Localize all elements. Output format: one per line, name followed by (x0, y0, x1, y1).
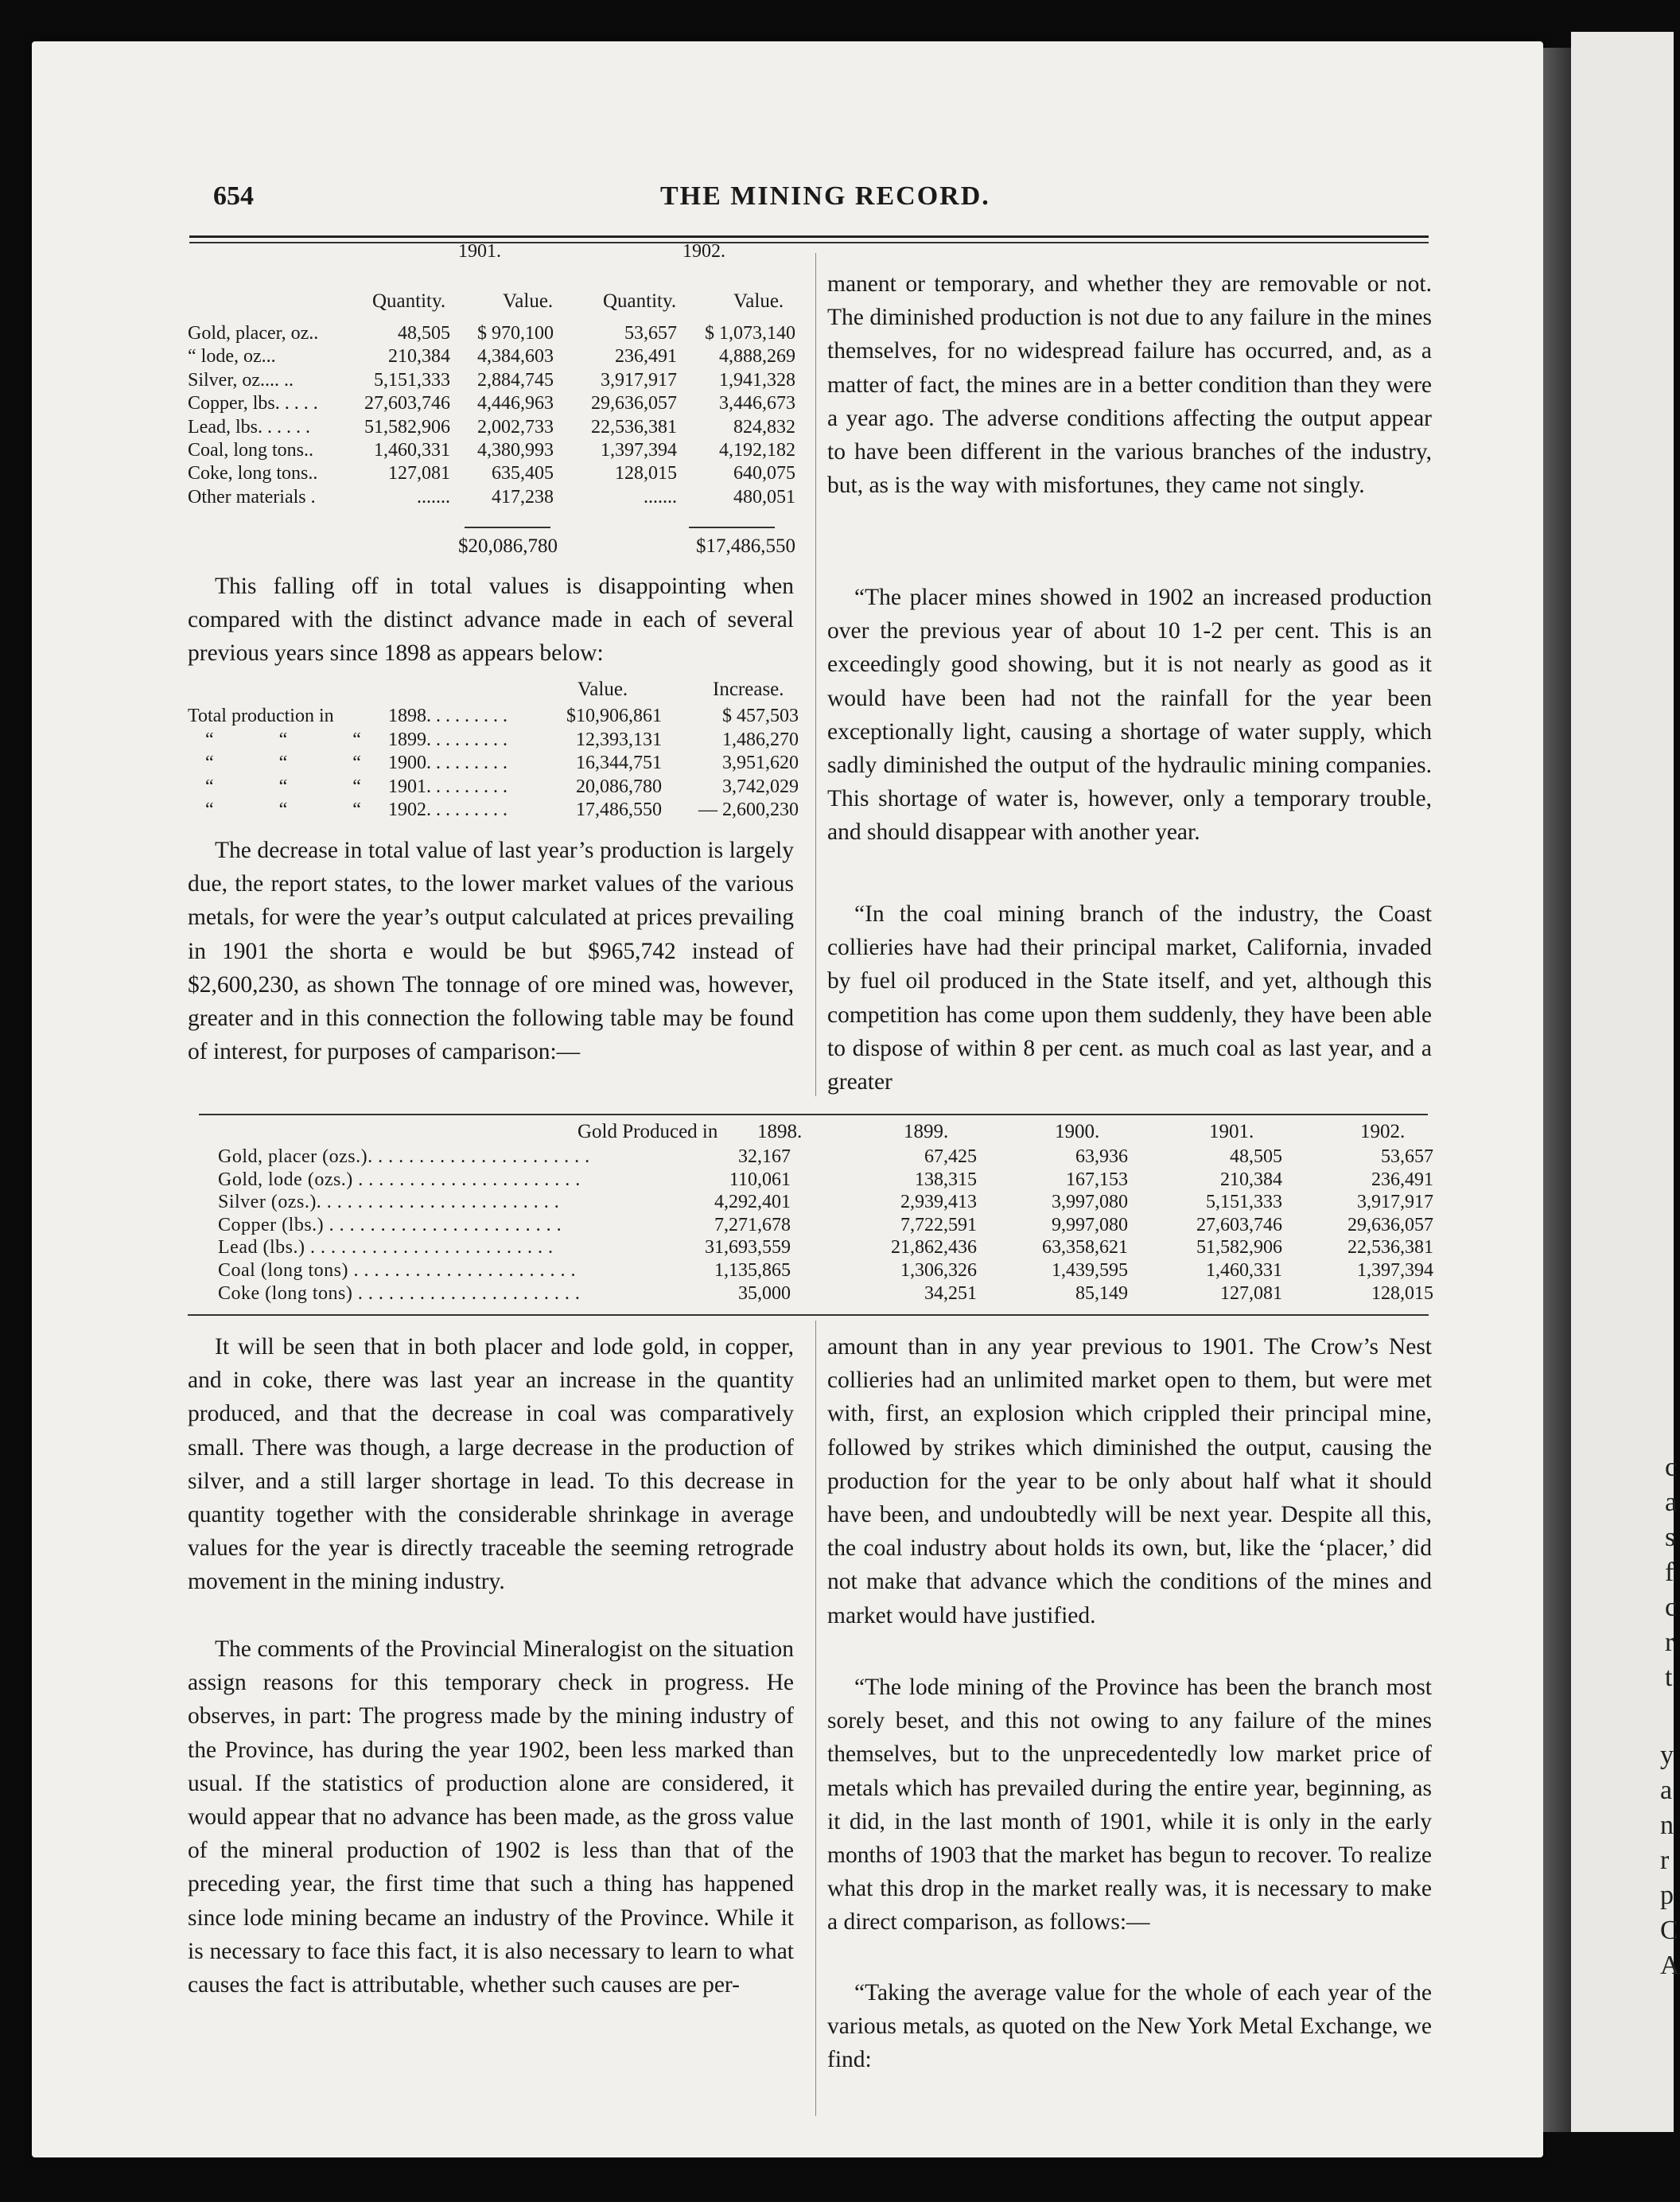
adjacent-page-fragment: c (1665, 1453, 1678, 1482)
increase: 1,486,270 (722, 729, 799, 750)
adjacent-page-fragment: t (1665, 1663, 1673, 1692)
adjacent-page-edge (1571, 32, 1680, 2132)
year-header: 1901. (1209, 1121, 1254, 1142)
row-label: “ “ “ (205, 799, 391, 821)
cell-value: 7,271,678 (714, 1214, 791, 1235)
quantity-1901: 51,582,906 (364, 416, 450, 438)
cell-value: 1,306,326 (900, 1260, 977, 1281)
year-header-1902: 1902. (682, 241, 725, 262)
col-header-value: Value. (578, 679, 628, 700)
table-row (188, 705, 800, 728)
value-1902: 4,192,182 (719, 440, 795, 461)
cell-value: 2,939,413 (900, 1192, 977, 1213)
row-label: Lead, lbs. . . . . . (188, 416, 310, 438)
col-header-quantity-1902: Quantity. (603, 290, 677, 312)
table-row (188, 776, 800, 799)
cell-value: 127,081 (1220, 1282, 1282, 1304)
table1-total-1902: $17,486,550 (696, 535, 795, 557)
quantity-1901: 1,460,331 (374, 440, 450, 461)
page-gutter-shadow (1543, 48, 1575, 2132)
quantity-1902: 236,491 (615, 346, 677, 368)
table-row (199, 1236, 1433, 1259)
adjacent-page-fragment: r (1665, 1628, 1674, 1657)
value: 12,393,131 (576, 729, 662, 750)
year-header-1901: 1901. (458, 241, 501, 262)
quantity-1901: ....... (417, 486, 450, 508)
row-label: Gold, lode (ozs.) . . . . . . . . . . . . . . . . . . . . . . (218, 1169, 581, 1190)
table-row (188, 345, 800, 368)
paragraph-left-2: The decrease in total value of last year’s production is largely due, the report states, to the lower market values of the various metals, for were the year’s output calculated at prices prevailing in 1901 the shorta e would be but $965,742 instead of $2,600,230, as shown The tonnage of ore mined was, however, greater and in this connection the following table may be found of interest, for purposes of camparison:— (188, 838, 794, 1065)
cell-value: 7,722,591 (900, 1214, 977, 1235)
cell-value: 210,384 (1220, 1169, 1282, 1190)
cell-value: 1,439,595 (1052, 1260, 1128, 1281)
row-label: Gold, placer, oz.. (188, 323, 319, 344)
cell-value: 128,015 (1371, 1282, 1433, 1304)
cell-value: 27,603,746 (1196, 1214, 1282, 1235)
value-1902: 640,075 (733, 463, 795, 484)
header-rule (189, 235, 1429, 238)
table3-header-label: Gold Produced in (578, 1121, 718, 1142)
row-label: Copper (lbs.) . . . . . . . . . . . . . . . . . . . . . . . (218, 1214, 562, 1235)
year-header: 1900. (1055, 1121, 1100, 1142)
cell-value: 167,153 (1066, 1169, 1128, 1190)
table1-total-1901: $20,086,780 (458, 535, 558, 557)
value-1901: 4,384,603 (477, 346, 554, 368)
total-production-table (188, 678, 800, 829)
cell-value: 22,536,381 (1348, 1237, 1433, 1259)
adjacent-page-fragment: s (1665, 1523, 1676, 1552)
quantity-1902: ....... (644, 486, 677, 508)
column-divider-lower (815, 1321, 816, 2116)
quantity-1902: 53,657 (624, 323, 677, 344)
table-row (188, 799, 800, 822)
value-1901: $ 970,100 (477, 323, 554, 344)
adjacent-page-fragment: a (1660, 1776, 1673, 1805)
row-year: 1902. . . . . . . . . (388, 799, 508, 821)
table-row (188, 752, 800, 775)
row-label: Total production in (188, 706, 334, 726)
value-1902: 1,941,328 (719, 369, 795, 391)
col-header-increase: Increase. (713, 679, 784, 700)
paragraph-right-3: “In the coal mining branch of the industry, the Coast collieries have had their principal market, California, invaded by fuel oil produced in the State itself, and yet, although this competition has come upon them suddenly, they have been able to dispose of within 8 per cent. as much coal as last year, and a greater (827, 901, 1432, 1095)
column-divider (815, 253, 816, 1096)
cell-value: 236,491 (1371, 1169, 1433, 1190)
cell-value: 1,397,394 (1357, 1260, 1433, 1281)
gold-produced-table (199, 1120, 1433, 1311)
row-year: 1901. . . . . . . . . (388, 776, 508, 797)
table-row (188, 392, 800, 415)
cell-value: 67,425 (924, 1146, 977, 1167)
value-1902: 4,888,269 (719, 346, 795, 368)
value-1902: 3,446,673 (719, 393, 795, 414)
quantity-1902: 1,397,394 (601, 440, 677, 461)
col-header-value-1902: Value. (733, 290, 784, 312)
row-label: Coal (long tons) . . . . . . . . . . . . . . . . . . . . . . (218, 1260, 576, 1281)
cell-value: 9,997,080 (1052, 1214, 1128, 1235)
adjacent-page-fragment: f (1665, 1558, 1674, 1587)
table-row (199, 1169, 1433, 1192)
cell-value: 51,582,906 (1196, 1237, 1282, 1259)
cell-value: 3,917,917 (1357, 1192, 1433, 1213)
row-label: Gold, placer (ozs.). . . . . . . . . . . . . . . . . . . . . . (218, 1146, 590, 1167)
table3-year-headers (199, 1120, 1428, 1144)
paragraph-right-2: “The placer mines showed in 1902 an increased production over the previous year of about 10 1-2 per cent. This is an exceedingly good showing, but it is not nearly as good as it would have been had not the rainfall for the year been exceptionally light, causing a shortage of water supply, which sadly diminished the output of the hydraulic mining companies. This shortage of water is, however, only a temporary trouble, and should disappear with another year. (827, 585, 1432, 846)
table-row (188, 486, 800, 509)
table-row (188, 439, 800, 462)
cell-value: 110,061 (729, 1169, 791, 1190)
cell-value: 63,358,621 (1042, 1237, 1128, 1259)
row-label: “ “ “ (205, 753, 391, 774)
row-label: “ “ “ (205, 776, 391, 797)
paragraph-right-1: manent or temporary, and whether they are removable or not. The diminished production is not due to any failure in the mines themselves, for no widespread failure has occurred, and, as a matter of fact, the mines are in a better condition than they were a year ago. The adverse conditions affecting the output appear to have been different in the various branches of the industry, but, as is the way with misfortunes, they came not singly. (827, 271, 1432, 499)
adjacent-page-fragment: C (1660, 1916, 1678, 1945)
adjacent-page-fragment: c (1665, 1593, 1678, 1622)
cell-value: 1,460,331 (1206, 1260, 1282, 1281)
cell-value: 35,000 (738, 1282, 791, 1304)
increase: 3,742,029 (722, 776, 799, 797)
table-row (199, 1282, 1433, 1305)
cell-value: 63,936 (1075, 1146, 1128, 1167)
value: 16,344,751 (576, 753, 662, 774)
row-label: Coke, long tons.. (188, 463, 318, 484)
value: $10,906,861 (566, 706, 662, 726)
row-label: Other materials . (188, 486, 316, 508)
value-1902: $ 1,073,140 (705, 323, 795, 344)
cell-value: 138,315 (915, 1169, 977, 1190)
cell-value: 34,251 (924, 1282, 977, 1304)
table3-top-rule (199, 1114, 1428, 1115)
table-row (199, 1191, 1433, 1214)
table-row (188, 462, 800, 485)
adjacent-page-fragment: n (1660, 1811, 1674, 1840)
value-1901: 2,884,745 (477, 369, 554, 391)
paragraph-right-5: “The lode mining of the Province has been the branch most sorely beset, and this not owing to any failure of the mines themselves, but to the unprecedentedly low market price of metals which has prevailed during the entire year, beginning, as it did, in the last month of 1901, while it is only in the early months of 1903 that the market has begun to recover. To realize what this drop in the market really was, it is necessary to make a direct comparison, as follows:— (827, 1675, 1432, 1936)
value-1901: 417,238 (492, 486, 554, 508)
table-row (188, 416, 800, 439)
paragraph-left-4: The comments of the Provincial Mineralogist on the situation assign reasons for this temporary check in progress. He observes, in part: The progress made by the mining industry of the Province, has during the year 1902, been less marked than usual. If the statistics of production alone are considered, it would appear that no advance has been made, as the gross value of the mineral production of 1902 is less than that of the preceding year, the first time that such a thing has happened since lode mining became an industry of the Province. While it is necessary to face this fact, it is also necessary to learn to what causes the fact is attributable, whether such causes are per- (188, 1636, 794, 1998)
quantity-1902: 22,536,381 (591, 416, 677, 438)
quantity-1901: 27,603,746 (364, 393, 450, 414)
quantity-1901: 5,151,333 (374, 369, 450, 391)
quantity-1902: 29,636,057 (591, 393, 677, 414)
row-label: “ “ “ (205, 729, 391, 750)
value-1901: 635,405 (492, 463, 554, 484)
cell-value: 1,135,865 (714, 1260, 791, 1281)
paragraph-right-4: amount than in any year previous to 1901. The Crow’s Nest collieries had an unlimited market open to them, but were met with, first, an explosion which crippled their principal mine, followed by strikes which diminished the output, causing the production for the year to be only about half what it should have been, and undoubtedly will be next year. Despite all this, the coal industry about holds its own, but, like the ‘placer,’ did not make that advance which the conditions of the mines and market would have justified. (827, 1334, 1432, 1628)
table3-bottom-rule (188, 1314, 1429, 1316)
row-label: Silver (ozs.). . . . . . . . . . . . . . . . . . . . . . . . (218, 1192, 560, 1213)
row-label: “ lode, oz... (188, 346, 276, 368)
cell-value: 31,693,559 (705, 1237, 791, 1259)
cell-value: 5,151,333 (1206, 1192, 1282, 1213)
col-header-quantity-1901: Quantity. (372, 290, 446, 312)
quantity-1901: 210,384 (388, 346, 450, 368)
adjacent-page-fragment: A (1660, 1951, 1680, 1980)
page-number: 654 (213, 181, 254, 211)
increase: 3,951,620 (722, 753, 799, 774)
table1-sum-rule-1902 (689, 527, 775, 528)
paragraph-right-6: “Taking the average value for the whole of each year of the various metals, as quoted on the New York Metal Exchange, we find: (827, 1980, 1432, 2073)
adjacent-page-fragment: y (1660, 1741, 1674, 1770)
table-row (199, 1214, 1433, 1237)
row-label: Copper, lbs. . . . . (188, 393, 318, 414)
row-year: 1900. . . . . . . . . (388, 753, 508, 774)
table-row (199, 1146, 1433, 1169)
quantity-1902: 3,917,917 (601, 369, 677, 391)
row-label: Coke (long tons) . . . . . . . . . . . . . . . . . . . . . . (218, 1282, 581, 1304)
quantity-1901: 48,505 (398, 323, 450, 344)
paragraph-left-1: This falling off in total values is disappointing when compared with the distinct advance made in each of several previous years since 1898 as appears below: (188, 574, 794, 667)
value-1902: 824,832 (733, 416, 795, 438)
value-1901: 2,002,733 (477, 416, 554, 438)
row-label: Lead (lbs.) . . . . . . . . . . . . . . . . . . . . . . . . (218, 1237, 554, 1259)
value: 17,486,550 (576, 799, 662, 821)
table-row (199, 1259, 1433, 1282)
cell-value: 32,167 (738, 1146, 791, 1167)
table-row (188, 369, 800, 392)
row-year: 1898. . . . . . . . . (388, 706, 508, 726)
quantity-1902: 128,015 (615, 463, 677, 484)
row-label: Silver, oz.... .. (188, 369, 294, 391)
cell-value: 29,636,057 (1348, 1214, 1433, 1235)
row-year: 1899. . . . . . . . . (388, 729, 508, 750)
running-title: THE MINING RECORD. (660, 181, 990, 211)
increase: — 2,600,230 (698, 799, 799, 821)
cell-value: 85,149 (1075, 1282, 1128, 1304)
value-1902: 480,051 (733, 486, 795, 508)
adjacent-page-fragment: p (1660, 1881, 1674, 1910)
cell-value: 4,292,401 (714, 1192, 791, 1213)
cell-value: 48,505 (1230, 1146, 1282, 1167)
cell-value: 3,997,080 (1052, 1192, 1128, 1213)
year-header: 1902. (1360, 1121, 1406, 1142)
year-header: 1899. (904, 1121, 949, 1142)
cell-value: 21,862,436 (891, 1237, 977, 1259)
adjacent-page-fragment: a (1665, 1488, 1678, 1517)
table-row (188, 729, 800, 752)
value: 20,086,780 (576, 776, 662, 797)
production-value-table (188, 240, 800, 574)
quantity-1901: 127,081 (388, 463, 450, 484)
paragraph-left-3: It will be seen that in both placer and lode gold, in copper, and in coke, there was last year an increase in the quantity produced, and that the decrease in coal was comparatively small. There was though, a large decrease in the production of silver, and a still larger shortage in lead. To this decrease in quantity together with the considerable shrinkage in average values for the year is directly traceable the seeming retrograde movement in the mining industry. (188, 1334, 794, 1595)
increase: $ 457,503 (722, 706, 799, 726)
cell-value: 53,657 (1381, 1146, 1433, 1167)
year-header: 1898. (757, 1121, 803, 1142)
value-1901: 4,446,963 (477, 393, 554, 414)
col-header-value-1901: Value. (503, 290, 554, 312)
adjacent-page-fragment: r (1660, 1846, 1670, 1875)
table1-sum-rule-1901 (465, 527, 550, 528)
value-1901: 4,380,993 (477, 440, 554, 461)
row-label: Coal, long tons.. (188, 440, 314, 461)
table-row (188, 322, 800, 345)
